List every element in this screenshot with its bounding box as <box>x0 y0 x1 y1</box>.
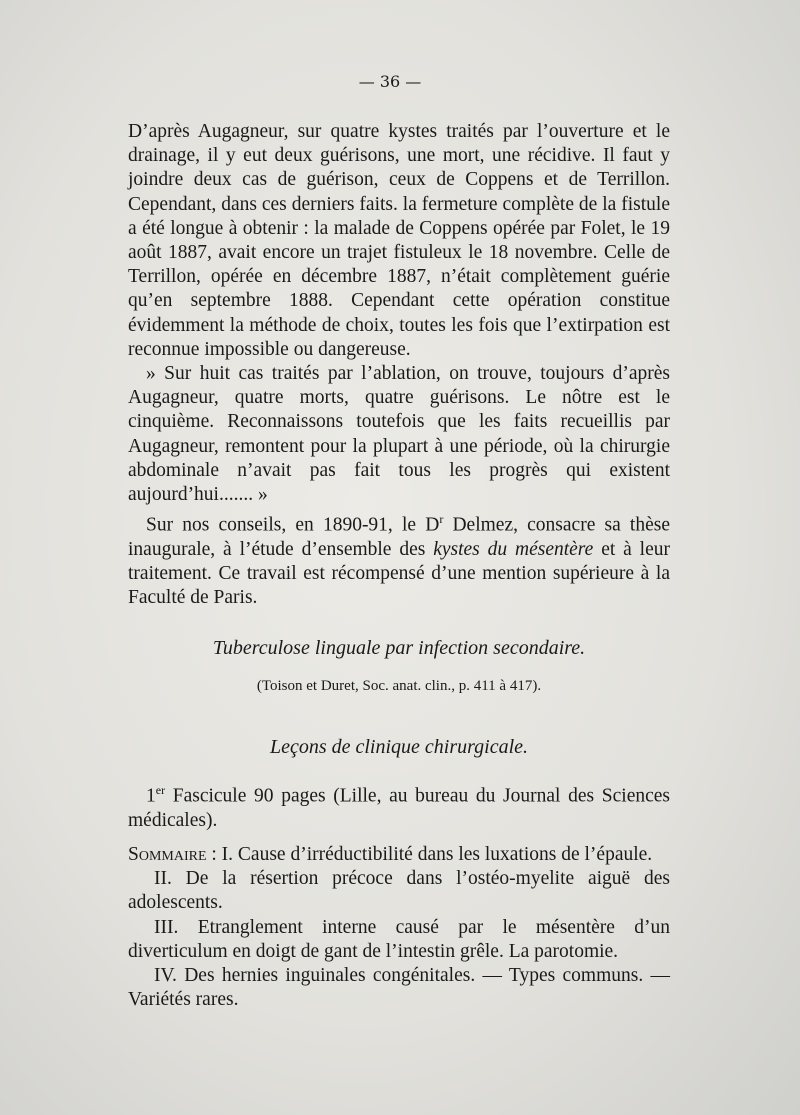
fascicule-paragraph <box>128 778 670 833</box>
doctor-superscript: r <box>439 512 444 526</box>
fascicule-number: 1 <box>146 785 156 807</box>
section-title-tuberculose: Tuberculose linguale par infection secondaire. <box>212 637 586 659</box>
fascicule-superscript: er <box>155 783 166 797</box>
body-text-delmez <box>128 507 670 610</box>
thesis-title-italic: kystes du mésentère <box>433 538 594 560</box>
fascicule-text: Fascicule 90 pages (Lille, au bureau du Journal des Sciences médicales). <box>128 785 670 831</box>
page-number: — 36 — <box>358 72 422 91</box>
summary-item-2: II. De la résertion précoce dans l’ostéo-myelite aiguë des adolescents. <box>128 868 670 914</box>
summary-item-4: IV. Des hernies inguinales congénitales. — Types communs. — Variétés rares. <box>128 965 670 1011</box>
section-reference-toison: (Toison et Duret, Soc. anat. clin., p. 411 à 417). <box>256 678 542 694</box>
fascicule-line <box>128 778 670 833</box>
summary-item-1 <box>128 843 670 867</box>
paragraph-delmez-thesis <box>128 507 670 610</box>
delmez-text-after: et à leur traitement. Ce travail est récompensé d’une mention supérieure à la Faculté de Paris. <box>128 538 671 609</box>
summary-item-3: III. Etranglement interne causé par le mésentère d’un diverticulum en doigt de gant de l’intestin grêle. La parotomie. <box>128 916 670 962</box>
summary-label: Sommaire <box>128 844 207 865</box>
summary-list <box>128 843 670 1012</box>
paragraph-augagneur-drainage: D’après Augagneur, sur quatre kystes traités par l’ouverture et le drainage, il y eut deux guérisons, une mort, une récidive. Il faut y joindre deux cas de guérison, ceux de Coppens et de Terrillon. Cependant, dans ces derniers faits. la fermeture complète de la fistule a été longue à obtenir : la malade de Coppens opérée par Folet, le 19 août 1887, avait encore un trajet fistuleux le 18 novembre. Celle de Terrillon, opérée en décembre 1887, n’était complètement guérie qu’en septembre 1888. Cependant cette opération constitue évidemment la méthode de choix, toutes les fois que l’extirpation est reconnue impossible ou dangereuse. <box>128 121 670 360</box>
summary-item-1-text: : I. Cause d’irréductibilité dans les luxations de l’épaule. <box>206 844 653 865</box>
delmez-text-before: Sur nos conseils, en 1890-91, le D <box>146 514 440 536</box>
paragraph-ablation-cases: » Sur huit cas traités par l’ablation, on trouve, toujours d’après Augagneur, quatre morts, quatre guérisons. Le nôtre est le cinquième. Reconnaissons toutefois que les faits recueillis par Augagneur, remontent pour la plupart à une période, où la chirurgie abdominale n’avait pas fait tous les progrès qui existent aujourd’hui....... » <box>128 363 670 506</box>
section-title-lecons: Leçons de clinique chirurgicale. <box>269 736 529 758</box>
delmez-text-mid: Delmez, consacre sa thèse inaugurale, à l’étude d’ensemble des <box>128 514 670 560</box>
body-text-top <box>128 120 670 507</box>
